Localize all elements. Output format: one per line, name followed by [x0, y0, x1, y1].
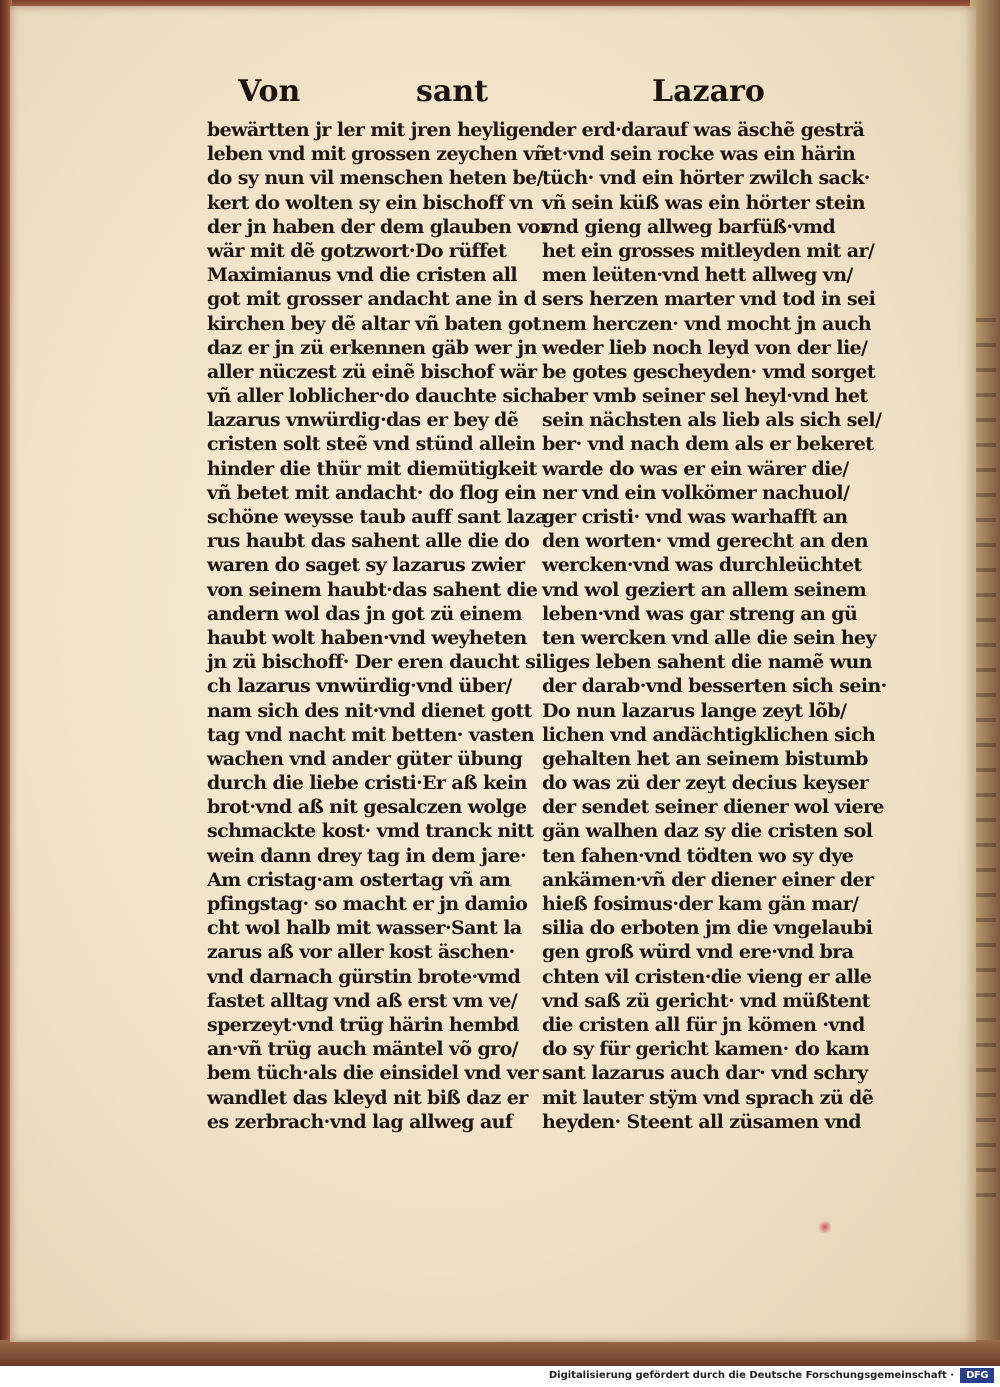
text-line: die cristen all für jn kömen ·vnd — [542, 1013, 865, 1036]
text-line: do was zü der zeyt decius keyser — [542, 772, 869, 795]
text-line: vñ sein küß was ein hörter stein — [542, 191, 866, 214]
text-line: bewärtten jr ler mit jren heyligen — [207, 119, 543, 141]
text-line: ber· vnd nach dem als er bekeret — [542, 433, 874, 456]
text-line: wercken·vnd was durchleüchtet — [542, 554, 862, 577]
text-line: Do nun lazarus lange zeyt lõb/ — [542, 699, 847, 722]
left-text-column — [207, 118, 550, 1134]
text-line: wär mit dẽ gotzwort·Do rüffet — [207, 239, 507, 262]
text-line: be gotes gescheyden· vmd sorget — [542, 360, 876, 383]
text-line: Am cristag·am ostertag vñ am — [207, 868, 511, 891]
text-line: chten vil cristen·die vieng er alle — [542, 965, 872, 988]
text-line: nem herczen· vnd mocht jn auch — [542, 312, 872, 335]
text-line: ch lazarus vnwürdig·vnd über/ — [207, 675, 512, 698]
text-line: lazarus vnwürdig·das er bey dẽ — [207, 409, 519, 432]
text-line: daz er jn zü erkennen gäb wer jn — [207, 336, 537, 359]
running-head-word-2: sant — [416, 74, 488, 109]
text-line: haubt wolt haben·vnd weyheten — [207, 626, 527, 649]
text-line: andern wol das jn got zü einem — [207, 602, 522, 625]
text-line: men leüten·vnd hett allweg vn/ — [542, 264, 853, 287]
text-line: weder lieb noch leyd von der lie/ — [542, 336, 868, 359]
text-line: bem tüch·als die einsidel vnd ver — [207, 1062, 539, 1085]
dfg-logo: DFG — [960, 1368, 994, 1383]
text-line: sein nächsten als lieb als sich sel/ — [542, 409, 882, 432]
text-line: warde do was er ein wärer die/ — [542, 457, 849, 480]
text-line: ankämen·vñ der diener einer der — [542, 868, 874, 891]
text-line: mit lauter stÿm vnd sprach zü dẽ — [542, 1086, 874, 1109]
text-line: sperzeyt·vnd trüg härin hembd — [207, 1013, 519, 1036]
text-line: got mit grosser andacht ane in d — [207, 288, 537, 311]
right-text-column — [542, 118, 887, 1134]
text-line: gehalten het an seinem bistumb — [542, 747, 868, 770]
text-line: der sendet seiner diener wol viere — [542, 796, 884, 819]
text-line: sers herzen marter vnd tod in sei — [542, 288, 876, 311]
text-line: vñ aller loblicher·do dauchte sich — [207, 385, 544, 408]
text-line: den worten· vmd gerecht an den — [542, 530, 868, 553]
text-line: wandlet das kleyd nit biß daz er — [207, 1086, 528, 1109]
text-line: do sy für gericht kamen· do kam — [542, 1038, 870, 1061]
text-line: kert do wolten sy ein bischoff vn — [207, 191, 534, 214]
text-line: vnd darnach gürstin brote·vmd — [207, 965, 521, 988]
text-line: aller nüczest zü einẽ bischof wär — [207, 360, 537, 383]
text-line: et·vnd sein rocke was ein härin — [542, 143, 856, 166]
text-line: do sy nun vil menschen heten be/ — [207, 167, 543, 190]
text-line: wein dann drey tag in dem jare· — [207, 844, 526, 867]
red-ink-stain — [818, 1220, 832, 1234]
text-line: liges leben sahent die namẽ wun — [542, 651, 872, 674]
text-line: lichen vnd andächtigklichen sich — [542, 723, 876, 746]
text-line: cristen solt steẽ vnd stünd allein — [207, 433, 536, 456]
text-line: tag vnd nacht mit betten· vasten — [207, 723, 534, 746]
text-line: gän walhen daz sy die cristen sol — [542, 820, 873, 843]
text-line: schöne weysse taub auff sant laza — [207, 506, 547, 528]
text-line: es zerbrach·vnd lag allweg auf — [207, 1110, 513, 1133]
text-line: tüch· vnd ein hörter zwilch sack· — [542, 167, 870, 190]
text-line: hieß fosimus·der kam gän mar/ — [542, 893, 859, 915]
text-line: ner vnd ein volkömer nachuol/ — [542, 481, 850, 504]
text-line: sant lazarus auch dar· vnd schry — [542, 1062, 868, 1085]
text-line: von seinem haubt·das sahent die — [207, 578, 538, 601]
text-line: leben vnd mit grossen zeychen vñ — [207, 143, 547, 166]
text-line: ger cristi· vnd was warhafft an — [542, 506, 848, 528]
text-line: pfingstag· so macht er jn damio — [207, 893, 528, 915]
text-line: leben·vnd was gar streng an gü — [542, 602, 858, 625]
text-line: nam sich des nit·vnd dienet gott — [207, 699, 532, 722]
text-line: jn zü bischoff· Der eren daucht si — [207, 651, 542, 674]
text-line: aber vmb seiner sel heyl·vnd het — [542, 385, 868, 408]
text-line: zarus aß vor aller kost äschen· — [207, 941, 515, 964]
running-head-word-1: Von — [238, 74, 301, 109]
text-line: silia do erboten jm die vngelaubi — [542, 917, 873, 940]
text-line: vnd wol geziert an allem seinem — [542, 578, 867, 601]
text-line: durch die liebe cristi·Er aß kein — [207, 772, 527, 795]
text-line: der erd·darauf was äschẽ gesträ — [542, 119, 865, 141]
text-line: der darab·vnd besserten sich sein· — [542, 675, 887, 698]
text-line: vnd gieng allweg barfüß·vmd — [542, 215, 836, 238]
text-line: ten wercken vnd alle die sein hey — [542, 626, 876, 649]
text-line: hinder die thür mit diemütigkeit — [207, 457, 537, 480]
text-line: rus haubt das sahent alle die do — [207, 530, 530, 553]
text-line: Maximianus vnd die cristen all — [207, 264, 517, 287]
text-line: vñ betet mit andacht· do flog ein — [207, 481, 536, 504]
running-head-word-3: Lazaro — [652, 74, 765, 109]
text-line: wachen vnd ander güter übung — [207, 747, 523, 770]
text-line: gen groß würd vnd ere·vnd bra — [542, 941, 854, 964]
text-line: kirchen bey dẽ altar vñ baten got — [207, 312, 541, 335]
text-line: cht wol halb mit wasser·Sant la — [207, 917, 522, 940]
text-line: waren do saget sy lazarus zwier — [207, 554, 525, 577]
text-line: an·vñ trüg auch mäntel võ gro/ — [207, 1038, 518, 1061]
text-line: heyden· Steent all züsamen vnd — [542, 1110, 861, 1133]
text-line: ten fahen·vnd tödten wo sy dye — [542, 844, 854, 867]
facing-page-text-edge — [976, 300, 996, 1200]
text-line: brot·vnd aß nit gesalczen wolge — [207, 796, 527, 819]
text-line: het ein grosses mitleyden mit ar/ — [542, 239, 875, 262]
text-line: vnd saß zü gericht· vnd müßtent — [542, 989, 870, 1012]
book-cover-bottom-edge — [0, 1340, 1000, 1366]
text-line: fastet alltag vnd aß erst vm ve/ — [207, 989, 518, 1012]
text-line: der jn haben der dem glauben vor — [207, 215, 550, 238]
text-line: schmackte kost· vmd tranck nitt — [207, 820, 534, 843]
funding-credit: Digitalisierung gefördert durch die Deutsche Forschungsgemeinschaft · — [548, 1370, 954, 1381]
